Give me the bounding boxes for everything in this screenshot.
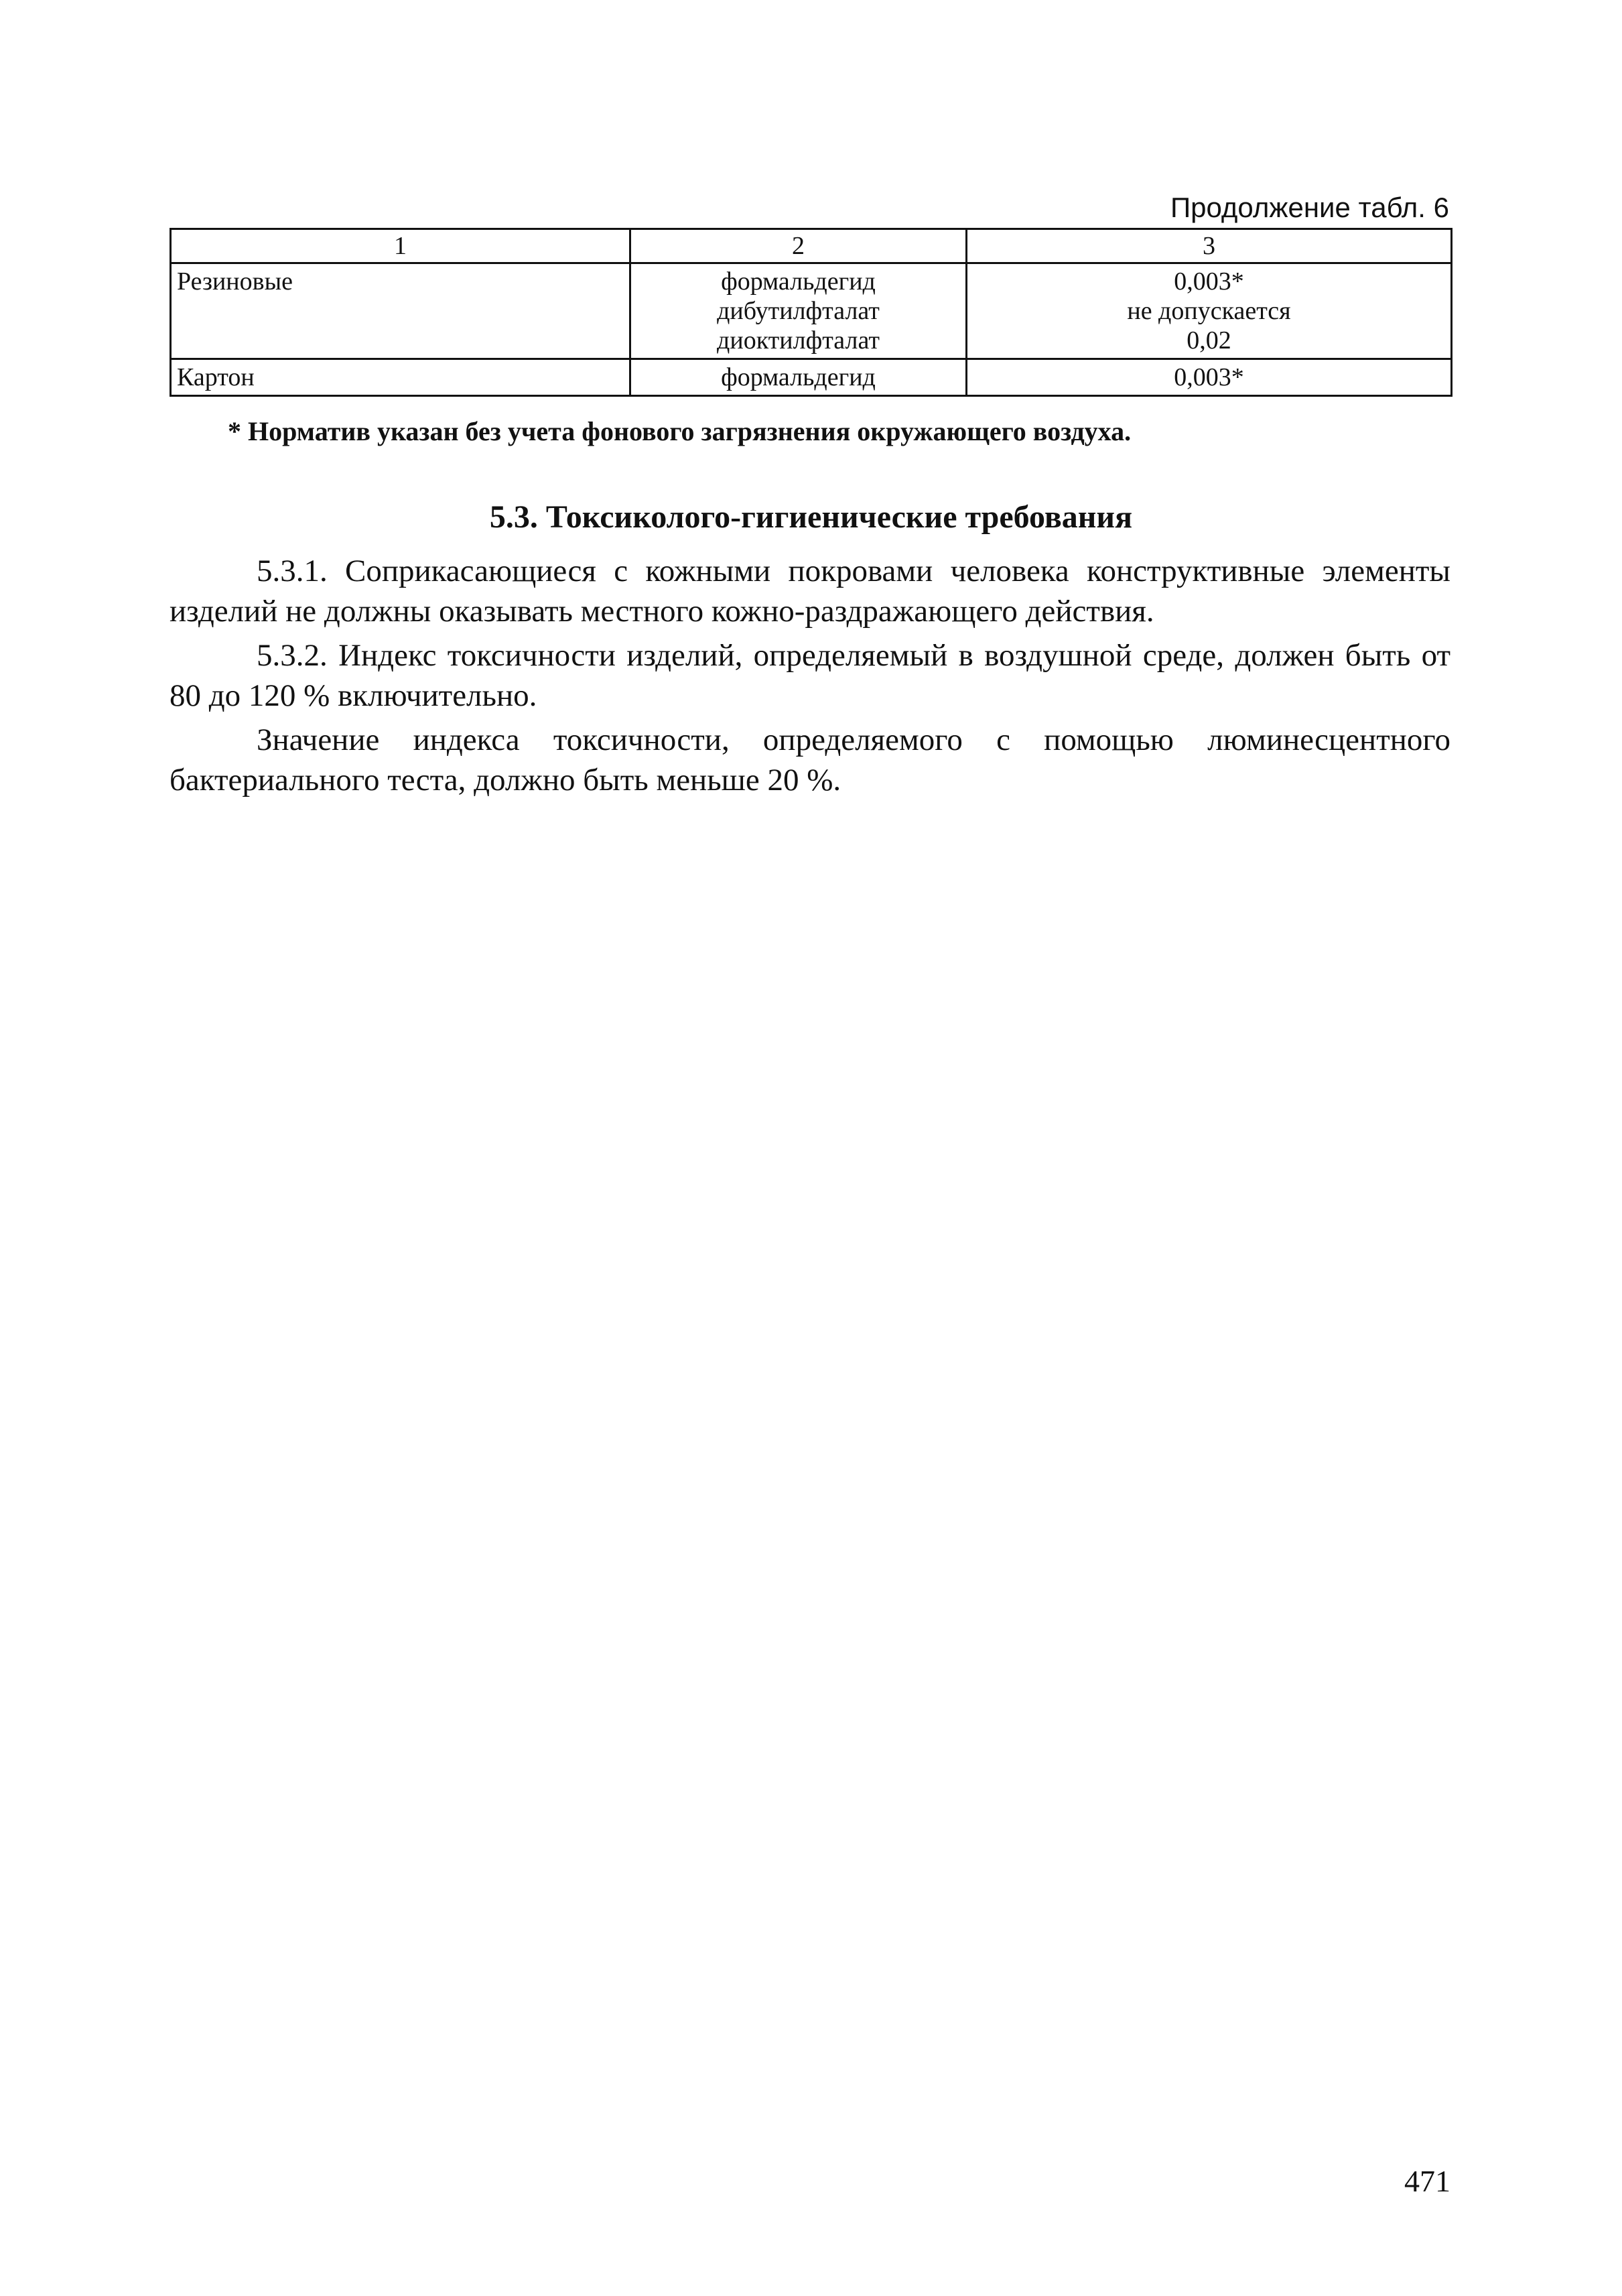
column-header: 2 bbox=[630, 229, 967, 263]
section-body bbox=[170, 551, 1450, 804]
paragraph: 5.3.1. Соприкасающиеся с кожными покровами человека конструктивные элементы изделий не должны оказывать местного кожно-раздражающего действия. bbox=[170, 554, 1450, 629]
norms-table bbox=[170, 228, 1452, 397]
material-cell: Картон bbox=[171, 359, 630, 396]
norm-value: не допускается bbox=[1127, 297, 1291, 325]
table-row bbox=[171, 359, 1452, 396]
column-header: 1 bbox=[171, 229, 630, 263]
substance-cell bbox=[630, 263, 967, 359]
table-caption: Продолжение табл. 6 bbox=[1170, 192, 1449, 223]
substance-name: формальдегид bbox=[721, 363, 876, 391]
value-cell bbox=[967, 263, 1452, 359]
page-number: 471 bbox=[1404, 2164, 1450, 2198]
paragraph: Значение индекса токсичности, определяемого с помощью люминесцентного бактериального теста, должно быть меньше 20 %. bbox=[170, 722, 1450, 798]
material-cell: Резиновые bbox=[171, 263, 630, 359]
section-title: 5.3. Токсиколого-гигиенические требования bbox=[489, 499, 1133, 535]
substance-name: дибутилфталат bbox=[717, 297, 880, 325]
norm-value: 0,003* bbox=[1174, 363, 1244, 391]
paragraph: 5.3.2. Индекс токсичности изделий, определяемый в воздушной среде, должен быть от 80 до 120 % включительно. bbox=[170, 638, 1450, 713]
substance-name: формальдегид bbox=[721, 267, 876, 296]
value-cell bbox=[967, 359, 1452, 396]
table-header-row bbox=[171, 229, 1452, 263]
substance-name: диоктилфталат bbox=[717, 326, 880, 355]
table-footnote: * Норматив указан без учета фонового загрязнения окружающего воздуха. bbox=[228, 416, 1132, 446]
substance-cell bbox=[630, 359, 967, 396]
column-header: 3 bbox=[967, 229, 1452, 263]
norm-value: 0,003* bbox=[1174, 267, 1244, 296]
norm-value: 0,02 bbox=[1187, 326, 1231, 355]
table-row bbox=[171, 263, 1452, 359]
